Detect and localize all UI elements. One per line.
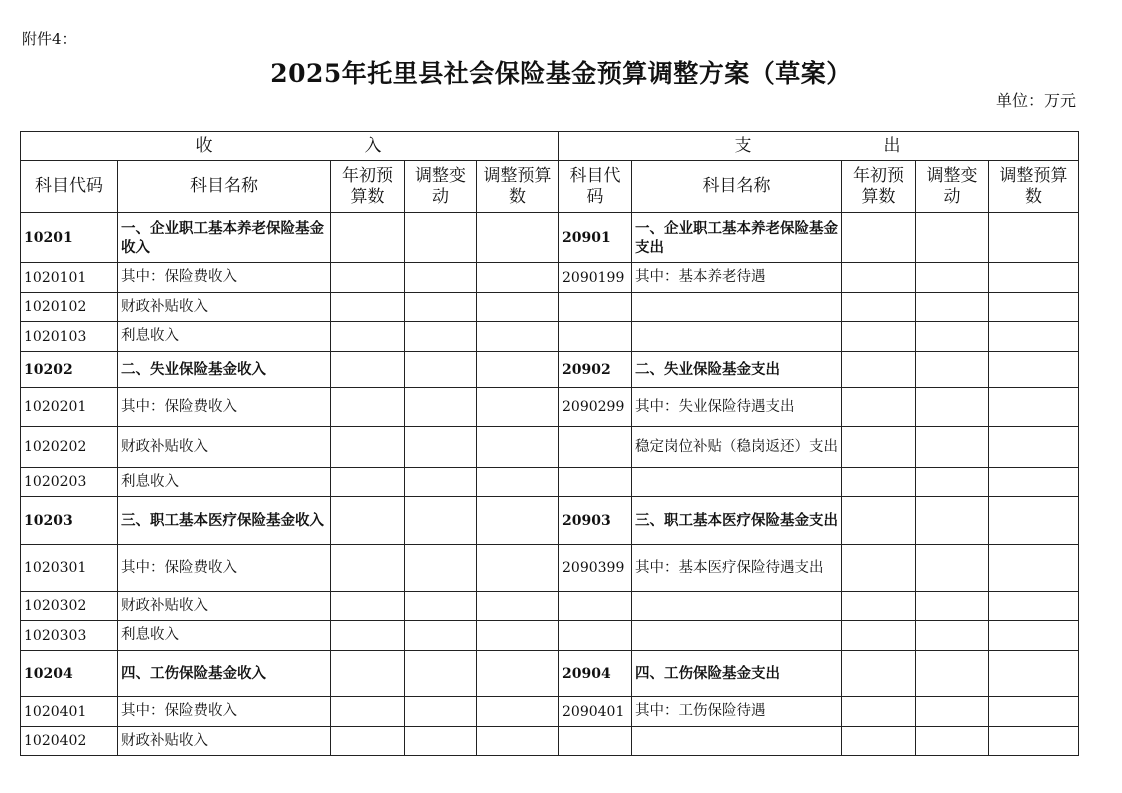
expense-code-cell: 2090199 — [559, 263, 632, 293]
expense-adjusted-cell — [989, 497, 1079, 545]
expense-name-cell: 其中：基本养老待遇 — [632, 263, 842, 293]
income-change-cell — [405, 697, 477, 727]
income-code-cell: 10201 — [21, 213, 118, 263]
income-adjusted-cell — [477, 651, 559, 697]
expense-initial-cell — [842, 651, 916, 697]
expense-adjusted-cell — [989, 427, 1079, 468]
table-row — [21, 497, 1079, 545]
income-name-cell: 三、职工基本医疗保险基金收入 — [118, 497, 331, 545]
income-adjusted-cell — [477, 388, 559, 427]
expense-name-cell — [632, 727, 842, 756]
col-income-adjusted: 调整预算数 — [477, 161, 559, 213]
expense-name-cell — [632, 592, 842, 621]
income-header-char-2: 入 — [364, 135, 384, 156]
income-name-cell: 其中：保险费收入 — [118, 545, 331, 592]
income-initial-cell — [331, 545, 405, 592]
expense-initial-cell — [842, 621, 916, 651]
income-name-cell: 财政补贴收入 — [118, 293, 331, 322]
expense-change-cell — [916, 322, 989, 352]
income-change-cell — [405, 213, 477, 263]
expense-adjusted-cell — [989, 545, 1079, 592]
expense-initial-cell — [842, 388, 916, 427]
expense-code-cell — [559, 468, 632, 497]
expense-name-cell: 其中：工伤保险待遇 — [632, 697, 842, 727]
expense-code-cell: 2090299 — [559, 388, 632, 427]
table-body — [21, 213, 1079, 756]
expense-change-cell — [916, 545, 989, 592]
income-initial-cell — [331, 697, 405, 727]
income-name-cell: 四、工伤保险基金收入 — [118, 651, 331, 697]
table-row — [21, 322, 1079, 352]
expense-adjusted-cell — [989, 322, 1079, 352]
expense-initial-cell — [842, 427, 916, 468]
income-change-cell — [405, 592, 477, 621]
expense-code-cell: 2090401 — [559, 697, 632, 727]
income-code-cell: 1020402 — [21, 727, 118, 756]
col-expense-code: 科目代码 — [559, 161, 632, 213]
income-change-cell — [405, 427, 477, 468]
income-initial-cell — [331, 621, 405, 651]
income-initial-cell — [331, 651, 405, 697]
income-code-cell: 10204 — [21, 651, 118, 697]
table-row — [21, 293, 1079, 322]
income-name-cell: 利息收入 — [118, 621, 331, 651]
col-expense-name: 科目名称 — [632, 161, 842, 213]
expense-code-cell — [559, 322, 632, 352]
expense-initial-cell — [842, 727, 916, 756]
income-initial-cell — [331, 388, 405, 427]
income-code-cell: 1020302 — [21, 592, 118, 621]
expense-initial-cell — [842, 545, 916, 592]
expense-change-cell — [916, 727, 989, 756]
expense-name-cell: 其中：基本医疗保险待遇支出 — [632, 545, 842, 592]
income-adjusted-cell — [477, 497, 559, 545]
expense-code-cell — [559, 621, 632, 651]
col-income-change: 调整变动 — [405, 161, 477, 213]
expense-code-cell — [559, 727, 632, 756]
expense-adjusted-cell — [989, 621, 1079, 651]
expense-change-cell — [916, 697, 989, 727]
unit-label: 单位：万元 — [995, 91, 1076, 110]
expense-name-cell: 稳定岗位补贴（稳岗返还）支出 — [632, 427, 842, 468]
expense-header — [559, 132, 1079, 161]
income-change-cell — [405, 263, 477, 293]
expense-adjusted-cell — [989, 352, 1079, 388]
income-adjusted-cell — [477, 592, 559, 621]
expense-code-cell — [559, 427, 632, 468]
expense-change-cell — [916, 468, 989, 497]
expense-initial-cell — [842, 293, 916, 322]
expense-change-cell — [916, 621, 989, 651]
income-change-cell — [405, 468, 477, 497]
expense-name-cell — [632, 468, 842, 497]
expense-code-cell: 20903 — [559, 497, 632, 545]
expense-adjusted-cell — [989, 727, 1079, 756]
expense-adjusted-cell — [989, 263, 1079, 293]
col-income-initial: 年初预算数 — [331, 161, 405, 213]
income-name-cell: 财政补贴收入 — [118, 427, 331, 468]
income-initial-cell — [331, 497, 405, 545]
income-adjusted-cell — [477, 545, 559, 592]
expense-initial-cell — [842, 697, 916, 727]
table-row — [21, 697, 1079, 727]
income-change-cell — [405, 621, 477, 651]
expense-name-cell: 一、企业职工基本养老保险基金支出 — [632, 213, 842, 263]
col-expense-adjusted: 调整预算数 — [989, 161, 1079, 213]
expense-name-cell — [632, 322, 842, 352]
income-initial-cell — [331, 293, 405, 322]
income-code-cell: 10203 — [21, 497, 118, 545]
expense-change-cell — [916, 263, 989, 293]
attachment-label: 附件4： — [22, 30, 77, 48]
income-header — [21, 132, 559, 161]
table-row — [21, 621, 1079, 651]
income-adjusted-cell — [477, 293, 559, 322]
income-change-cell — [405, 388, 477, 427]
table-row — [21, 352, 1079, 388]
expense-change-cell — [916, 592, 989, 621]
income-change-cell — [405, 651, 477, 697]
table-row — [21, 545, 1079, 592]
expense-change-cell — [916, 388, 989, 427]
expense-initial-cell — [842, 322, 916, 352]
expense-initial-cell — [842, 213, 916, 263]
page-title: 2025年托里县社会保险基金预算调整方案（草案） — [270, 59, 852, 88]
expense-code-cell — [559, 592, 632, 621]
income-initial-cell — [331, 213, 405, 263]
income-change-cell — [405, 322, 477, 352]
income-adjusted-cell — [477, 213, 559, 263]
expense-change-cell — [916, 213, 989, 263]
table-row — [21, 213, 1079, 263]
col-expense-initial: 年初预算数 — [842, 161, 916, 213]
expense-header-char-2: 出 — [883, 135, 903, 156]
expense-name-cell: 三、职工基本医疗保险基金支出 — [632, 497, 842, 545]
expense-code-cell — [559, 293, 632, 322]
income-code-cell: 1020103 — [21, 322, 118, 352]
table-row — [21, 468, 1079, 497]
table-row — [21, 651, 1079, 697]
budget-table — [20, 131, 1079, 756]
income-initial-cell — [331, 263, 405, 293]
expense-initial-cell — [842, 592, 916, 621]
expense-name-cell: 其中：失业保险待遇支出 — [632, 388, 842, 427]
table-row — [21, 427, 1079, 468]
income-code-cell: 1020301 — [21, 545, 118, 592]
income-adjusted-cell — [477, 427, 559, 468]
expense-code-cell: 20902 — [559, 352, 632, 388]
expense-initial-cell — [842, 352, 916, 388]
income-name-cell: 财政补贴收入 — [118, 727, 331, 756]
income-code-cell: 1020303 — [21, 621, 118, 651]
expense-name-cell: 四、工伤保险基金支出 — [632, 651, 842, 697]
income-adjusted-cell — [477, 352, 559, 388]
income-code-cell: 1020401 — [21, 697, 118, 727]
expense-code-cell: 2090399 — [559, 545, 632, 592]
expense-adjusted-cell — [989, 293, 1079, 322]
income-code-cell: 1020202 — [21, 427, 118, 468]
expense-header-char-1: 支 — [734, 135, 754, 156]
expense-name-cell — [632, 293, 842, 322]
table-row — [21, 592, 1079, 621]
income-code-cell: 1020203 — [21, 468, 118, 497]
income-code-cell: 1020101 — [21, 263, 118, 293]
table-row — [21, 263, 1079, 293]
income-initial-cell — [331, 727, 405, 756]
expense-adjusted-cell — [989, 388, 1079, 427]
income-change-cell — [405, 727, 477, 756]
income-initial-cell — [331, 322, 405, 352]
expense-adjusted-cell — [989, 592, 1079, 621]
income-name-cell: 其中：保险费收入 — [118, 697, 331, 727]
income-change-cell — [405, 545, 477, 592]
income-name-cell: 利息收入 — [118, 468, 331, 497]
expense-change-cell — [916, 651, 989, 697]
income-adjusted-cell — [477, 468, 559, 497]
expense-adjusted-cell — [989, 651, 1079, 697]
income-adjusted-cell — [477, 697, 559, 727]
expense-code-cell: 20901 — [559, 213, 632, 263]
expense-code-cell: 20904 — [559, 651, 632, 697]
income-change-cell — [405, 293, 477, 322]
expense-initial-cell — [842, 497, 916, 545]
income-header-char-1: 收 — [195, 135, 215, 156]
income-name-cell: 其中：保险费收入 — [118, 263, 331, 293]
income-initial-cell — [331, 468, 405, 497]
income-change-cell — [405, 352, 477, 388]
col-expense-change: 调整变动 — [916, 161, 989, 213]
table-row — [21, 727, 1079, 756]
income-name-cell: 二、失业保险基金收入 — [118, 352, 331, 388]
income-initial-cell — [331, 352, 405, 388]
expense-change-cell — [916, 293, 989, 322]
expense-name-cell: 二、失业保险基金支出 — [632, 352, 842, 388]
income-initial-cell — [331, 592, 405, 621]
income-adjusted-cell — [477, 621, 559, 651]
expense-initial-cell — [842, 468, 916, 497]
col-income-code: 科目代码 — [21, 161, 118, 213]
income-name-cell: 财政补贴收入 — [118, 592, 331, 621]
income-change-cell — [405, 497, 477, 545]
income-name-cell: 其中：保险费收入 — [118, 388, 331, 427]
income-adjusted-cell — [477, 263, 559, 293]
col-income-name: 科目名称 — [118, 161, 331, 213]
expense-change-cell — [916, 497, 989, 545]
expense-initial-cell — [842, 263, 916, 293]
expense-adjusted-cell — [989, 213, 1079, 263]
income-adjusted-cell — [477, 322, 559, 352]
income-code-cell: 1020102 — [21, 293, 118, 322]
income-initial-cell — [331, 427, 405, 468]
expense-adjusted-cell — [989, 468, 1079, 497]
income-code-cell: 1020201 — [21, 388, 118, 427]
income-adjusted-cell — [477, 727, 559, 756]
expense-change-cell — [916, 352, 989, 388]
expense-adjusted-cell — [989, 697, 1079, 727]
expense-name-cell — [632, 621, 842, 651]
income-name-cell: 利息收入 — [118, 322, 331, 352]
income-code-cell: 10202 — [21, 352, 118, 388]
income-name-cell: 一、企业职工基本养老保险基金收入 — [118, 213, 331, 263]
table-row — [21, 388, 1079, 427]
expense-change-cell — [916, 427, 989, 468]
